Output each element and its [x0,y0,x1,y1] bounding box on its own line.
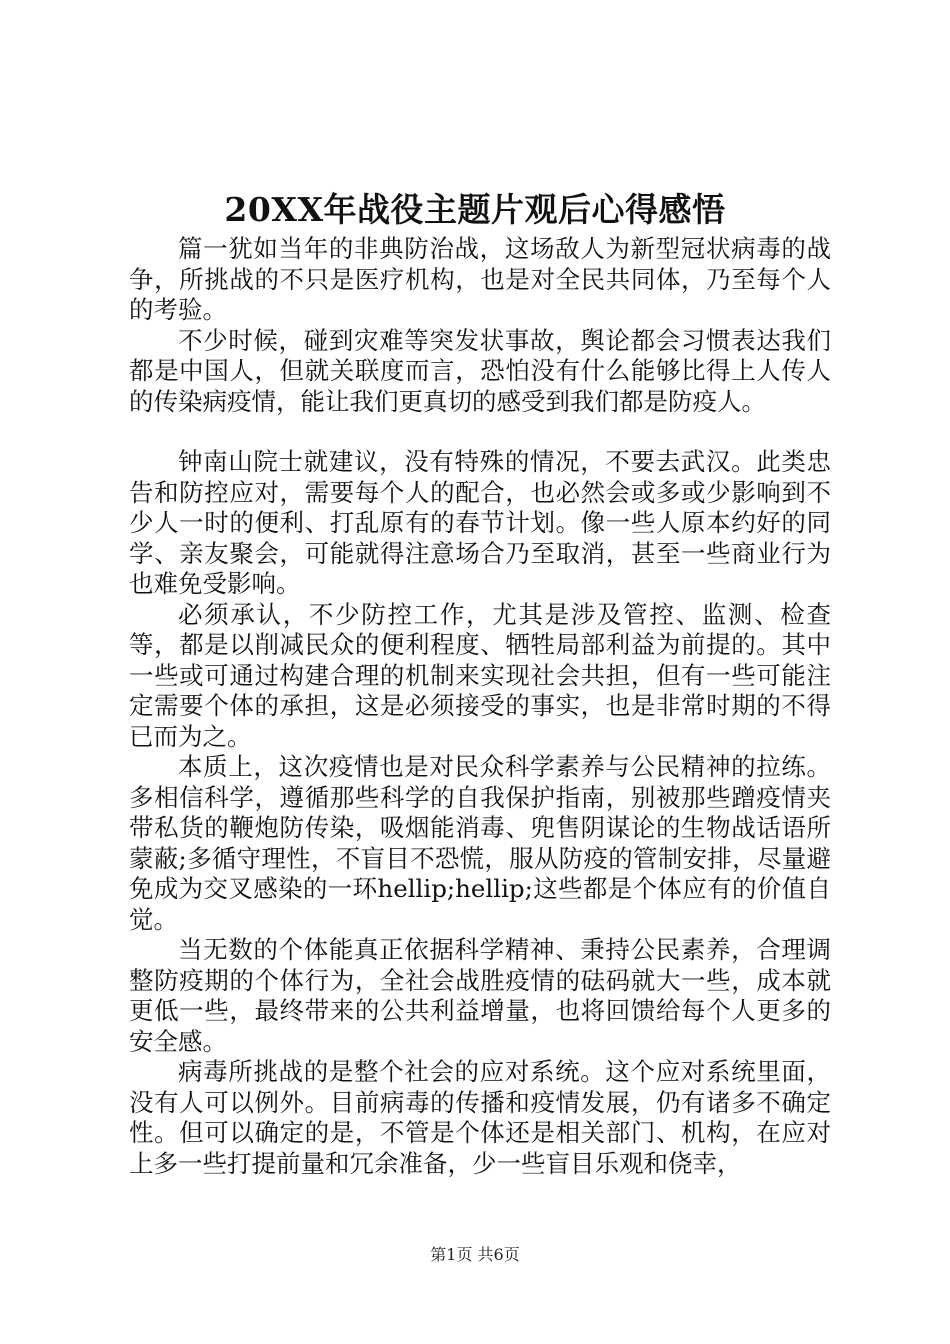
document-title: 20XX年战役主题片观后心得感悟 [224,190,726,229]
paragraph-2: 不少时候，碰到灾难等突发状事故，舆论都会习惯表达我们都是中国人，但就关联度而言，恐怕没有什么能够比得上人传人的传染病疫情，能让我们更真切的感受到我们都是防疫人。 [129,325,831,416]
paragraph-4: 必须承认，不少防控工作，尤其是涉及管控、监测、检查等，都是以削减民众的便利程度、牺牲局部利益为前提的。其中一些或可通过构建合理的机制来实现社会共担，但有一些可能注定需要个体的承担，这是必须接受的事实，也是非常时期的不得已而为之。 [129,599,831,751]
paragraph-7: 病毒所挑战的是整个社会的应对系统。这个应对系统里面，没有人可以例外。目前病毒的传播和疫情发展，仍有诸多不确定性。但可以确定的是，不管是个体还是相关部门、机构，在应对上多一些打提前量和冗余准备，少一些盲目乐观和侥幸， [129,1057,831,1178]
paragraph-5: 本质上，这次疫情也是对民众科学素养与公民精神的拉练。多相信科学，遵循那些科学的自我保护指南，别被那些蹭疫情夹带私货的鞭炮防传染，吸烟能消毒、兜售阴谋论的生物战话语所蒙蔽;多循守理性，不盲目不恐慌，服从防疫的管制安排，尽量避免成为交叉感染的一环hellip;hellip;这些都是个体应有的价值自觉。 [129,752,831,934]
document-body [129,234,831,1179]
paragraph-1: 篇一犹如当年的非典防治战，这场敌人为新型冠状病毒的战争，所挑战的不只是医疗机构，也是对全民共同体，乃至每个人的考验。 [129,234,831,324]
paragraph-6: 当无数的个体能真正依据科学精神、秉持公民素养，合理调整防疫期的个体行为，全社会战胜疫情的砝码就大一些，成本就更低一些，最终带来的公共利益增量，也将回馈给每个人更多的安全感。 [129,935,831,1056]
paragraph-3: 钟南山院士就建议，没有特殊的情况，不要去武汉。此类忠告和防控应对，需要每个人的配合，也必然会或多或少影响到不少人一时的便利、打乱原有的春节计划。像一些人原本约好的同学、亲友聚会，可能就得注意场合乃至取消，甚至一些商业行为也难免受影响。 [129,447,831,598]
page-footer: 第1页 共6页 [430,1245,520,1264]
